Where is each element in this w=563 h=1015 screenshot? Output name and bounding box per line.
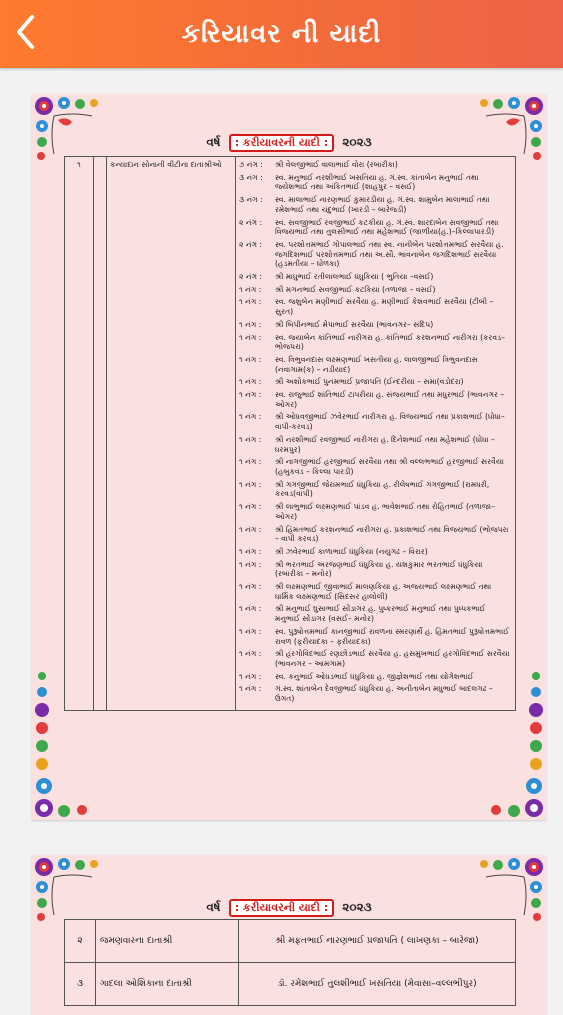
entry-count: ૧ નંગ : bbox=[239, 297, 262, 307]
entry-donor: સ્વ. રાજુભાઈ શાંતિભાઈ ટાપરીયા હ. સંજયભાઈ તથા મધુરભાઈ (ભાવનગર – ઓગર) bbox=[275, 390, 505, 409]
entry-count: ૧ નંગ : bbox=[239, 502, 262, 512]
entry-donor: સ્વ. પુરૂષોત્તમભાઈ કાનજીભાઈ રાવળના સ્મરણાર્થે હ. હિંમતભાઈ પુરૂષોત્તમભાઈ રાવળ (ફરીયાદકા – ફરીયાદકા) bbox=[275, 626, 510, 646]
list-item bbox=[239, 195, 512, 214]
entry-count: ૧ નંગ : bbox=[239, 649, 262, 659]
year-label: વર્ષ bbox=[206, 135, 221, 149]
entry-donor: સ્વ. જયાબેન કાંતિભાઈ નારીગરા હ. કાંતિભાઈ કરશનભાઈ નારીગરા (કરવડ–ભોજપરા) bbox=[275, 332, 506, 352]
list-item bbox=[239, 457, 512, 476]
list-item bbox=[239, 525, 512, 544]
entry-donor: શ્રી હિંમતભાઈ કરશનભાઈ નારીગરા હ. પ્રકાશભાઈ તથા વિજયભાઈ (ભોજપરા – વાપી કરવડ) bbox=[275, 524, 509, 544]
entry-count: ૧ નંગ : bbox=[239, 546, 262, 556]
app-header bbox=[0, 0, 563, 68]
list-item bbox=[239, 320, 512, 330]
entry-count: ૧ નંગ : bbox=[239, 412, 262, 422]
entry-donor: સ્વ. કનુભાઈ ઓધડભાઈ ધંધુકિયા હ. જીજ્ઞેશભાઈ તથા યોગેશભાઈ bbox=[275, 671, 474, 681]
row-number: ૩ bbox=[65, 963, 96, 1006]
entry-count: ૧ નંગ : bbox=[239, 332, 262, 342]
entry-donor: શ્રી ઓધવજીભાઈ ઝવેરભાઈ નારીગરા હ. વિજયભાઈ તથા પ્રકાશભાઈ (ધોધા– વાપી-કરવડ) bbox=[275, 412, 505, 432]
list-item bbox=[239, 333, 512, 352]
entry-count: ૧ નંગ : bbox=[239, 319, 262, 329]
list-title-tag: : કરીયાવરની યાદી : bbox=[229, 134, 334, 152]
list-item bbox=[239, 240, 512, 269]
donor-name: ડૉ. રમેશભાઈ તુલશીભાઈ ખસતિયા (મેવાસા–વલ્લભીપુર) bbox=[239, 963, 516, 1006]
chevron-left-icon bbox=[15, 14, 37, 50]
list-item bbox=[239, 173, 512, 192]
list-heading bbox=[32, 134, 546, 152]
list-item bbox=[239, 604, 512, 623]
entry-donor: સ્વ. જશુબેન મણીભાઈ સરવૈયા હ. મણીભાઈ કેશવભાઈ સરવૈયા (ટીંબી – સુરત) bbox=[275, 297, 494, 317]
entry-donor: શ્રી લાભુભાઈ લક્ષ્મણભાઈ પાંડવ હ. ભાવેશભાઈ તથા રોહિતભાઈ (તળાજા– ઓગર) bbox=[275, 502, 495, 521]
donor-name: શ્રી મફતભાઈ નારણભાઈ પ્રજાપતિ ( લાખણકા – બારેજા) bbox=[239, 920, 516, 963]
list-item bbox=[239, 627, 512, 646]
entry-count: ૧ નંગ : bbox=[239, 479, 262, 489]
entry-count: ૨ નંગ : bbox=[239, 272, 263, 282]
entry-donor: શ્રી વેલજીભાઈ વાલાભાઈ વોરા (રબારીકા) bbox=[275, 160, 398, 169]
donor-list-card bbox=[32, 94, 546, 820]
entry-count: ૧ નંગ : bbox=[239, 284, 262, 294]
entry-donor: સ્વ. માલાભાઈ નારણભાઈ કુમારડીયા હ. ગં.સ્વ. શામુબેન માલાભાઈ તથા રમેશભાઈ તથા ચંદુભાઈ (ખારડી – બારેજડી) bbox=[275, 195, 490, 214]
entry-count: ૧ નંગ : bbox=[239, 626, 262, 636]
list-item bbox=[239, 672, 512, 682]
entry-donor: શ્રી બિપીનભાઈ મેપાભાઈ સરવૈયા (ભાવનગર– સંદિપ) bbox=[275, 319, 434, 329]
donor-table bbox=[64, 156, 516, 711]
donor-entries bbox=[236, 157, 516, 711]
entry-count: ૧ નંગ : bbox=[239, 434, 262, 444]
year-value: ૨૦૨૩ bbox=[342, 900, 372, 914]
entry-donor: સ્વ. સવજીભાઈ રવજીભાઈ કટકીયા હ. ગં.સ્વ. શારદાબેન સવજીભાઈ તથા વિજયભાઈ તથા તુલસીભાઈ તથા મહેશભાઈ (જાળીયા(હ.)–કિલ્લાપારડી) bbox=[275, 217, 499, 237]
list-item bbox=[239, 547, 512, 557]
list-item bbox=[239, 272, 512, 282]
list-item bbox=[239, 355, 512, 374]
entry-donor: શ્રી નરશીભાઈ રવજીભાઈ નારીગરા હ. દિનેશભાઈ તથા મહેશભાઈ (ધોધા – ધરમપુર) bbox=[275, 434, 495, 454]
donation-category: કન્યાદાન સોનાની વીટીના દાતાશ્રીઓ bbox=[107, 157, 236, 711]
entry-count: ૧ નંગ : bbox=[239, 582, 262, 592]
back-button[interactable] bbox=[4, 10, 48, 54]
list-item bbox=[239, 412, 512, 431]
list-item bbox=[239, 297, 512, 316]
list-item bbox=[239, 502, 512, 521]
entry-count: ૧ નંગ : bbox=[239, 457, 262, 467]
entry-count: ૧ નંગ : bbox=[239, 377, 262, 387]
row-number: ૨ bbox=[65, 920, 96, 963]
year-value: ૨૦૨૩ bbox=[342, 135, 372, 149]
list-item bbox=[239, 285, 512, 295]
entry-donor: શ્રી ગગજીભાઈ જેરામભાઈ ધંધુકિયા હ. રીલેષભાઈ ગગજીભાઈ (રામધરી, કરવડ(વાપી) bbox=[275, 479, 490, 499]
entry-count: ૧ નંગ : bbox=[239, 604, 262, 614]
entry-donor: શ્રી ઝવેરભાઈ કાળાભાઈ ધંધુકિયા (નયુગઢ – વિરાર) bbox=[275, 546, 428, 556]
page-title: કરિયાવર ની યાદી bbox=[181, 18, 382, 49]
entry-donor: સ્વ. ત્રિભુવનદાસ લક્ષ્મણભાઈ ખસતીયા હ. લાલજીભાઈ ત્રિભુવનદાસ (નવાગામ(ક) – નડીયાદ) bbox=[275, 354, 478, 374]
list-item bbox=[239, 390, 512, 409]
list-item bbox=[239, 582, 512, 601]
list-item bbox=[239, 377, 512, 387]
list-item bbox=[239, 649, 512, 668]
list-item bbox=[239, 684, 512, 703]
entry-list bbox=[239, 160, 512, 704]
list-item bbox=[239, 160, 512, 170]
donation-category: જમણવારના દાતાશ્રી bbox=[96, 920, 239, 963]
list-item bbox=[239, 560, 512, 579]
list-item bbox=[239, 480, 512, 499]
entry-donor: શ્રી માધુભાઈ રતીલાલભાઈ ધંધુકિયા ( ભુતિયા –વસઈ) bbox=[275, 272, 434, 282]
entry-donor: સ્વ. મનુભાઈ નરશીભાઈ ખસતિયા હ. ગં.સ્વ. કાંતાબેન મનુભાઈ તથા જયેશભાઈ તથા અંકિતભાઈ (શાહપુર – વસઈ) bbox=[275, 172, 479, 192]
entry-count: ૧ નંગ : bbox=[239, 559, 262, 569]
entry-count: ૨ નંગ : bbox=[239, 217, 263, 227]
list-heading bbox=[32, 899, 546, 917]
entry-donor: શ્રી ભરતભાઈ અરજણભાઈ ધંધુકિયા હ. યશકુમાર ભરતભાઈ ધંધુકિયા (રબારીકા – મનોર) bbox=[275, 559, 483, 579]
donation-category: ગાદલા ઓશિકાના દાતાશ્રી bbox=[96, 963, 239, 1006]
list-item bbox=[239, 218, 512, 237]
entry-donor: શ્રી અશોકભાઈ પુનમભાઈ પ્રજાપતિ (ઈન્દરીયા – સમા(વડોદરા) bbox=[275, 377, 464, 387]
entry-count: ૨ નંગ : bbox=[239, 239, 263, 249]
entry-count: ૧ નંગ : bbox=[239, 524, 262, 534]
entry-count: ૩ નંગ : bbox=[239, 195, 263, 205]
entry-donor: શ્રી લક્ષ્મણભાઈ જીવાભાઈ માલણકિયા હ. અજયભાઈ લક્ષ્મણભાઈ તથા ધાર્મિક લક્ષ્મણભાઈ (સિદસર હાલોલી) bbox=[275, 582, 492, 601]
entry-count: ૧ નંગ : bbox=[239, 671, 262, 681]
list-title-tag: : કરીયાવરની યાદી : bbox=[229, 899, 334, 917]
list-item bbox=[239, 435, 512, 454]
table-row bbox=[65, 157, 516, 711]
entry-donor: શ્રી હરગોવિંદભાઈ રણછોડભાઈ સરવૈયા હ. હસમુખભાઈ હરગોવિંદભાઈ સરવૈયા (ભાવનગર – આમગામ) bbox=[275, 649, 510, 668]
table-row bbox=[65, 920, 516, 963]
entry-count: ૧ નંગ : bbox=[239, 390, 262, 400]
entry-donor: શ્રી મનુભાઈ ઘુસાભાઈ સોંડાગર હ. પુષ્કરભાઈ મનુભાઈ તથા પુષ્પકભાઈ મનુભાઈ સોંડાગર (વસઈ– મનોર) bbox=[275, 604, 486, 624]
donor-list-card-2 bbox=[32, 855, 546, 1015]
entry-donor: ગં.સ્વ. શાંતાબેન દેવજીભાઈ ધંધુકિયા હ. અનીતાબેન મધુભાઈ બાદલગઢ – ઉગત) bbox=[275, 684, 493, 704]
entry-count: ૧ નંગ : bbox=[239, 354, 262, 364]
entry-count: ૩ નંગ : bbox=[239, 172, 263, 182]
entry-donor: શ્રી મગનભાઈ સવજીભાઈ કટકિયા (તળાજા – વસઈ) bbox=[275, 284, 436, 294]
entry-donor: શ્રી નાગજીભાઈ હરજીભાઈ સરવૈયા તથા શ્રી વલ્લભભાઈ હરજીભાઈ સરવૈયા (હબુકવડ – કિલ્લા પારડી) bbox=[275, 457, 504, 476]
year-label: વર્ષ bbox=[206, 900, 221, 914]
entry-donor: સ્વ. પરશોત્તમભાઈ ગોપાલભાઈ તથા સ્વ. નાનીબેન પરશોત્તમભાઈ સરવૈયા હ. જગદિશભાઈ પરશોત્તમભાઈ તથા અ.સૌ. ભાવનાબેન જગદિશભાઈ સરવૈયા (હડમતીયા – ધોળકા) bbox=[275, 239, 504, 269]
entry-count: ૭ નંગ : bbox=[239, 160, 263, 169]
donor-table-2 bbox=[64, 919, 516, 1006]
entry-count: ૧ નંગ : bbox=[239, 684, 262, 694]
table-row bbox=[65, 963, 516, 1006]
row-number: ૧ bbox=[65, 157, 94, 711]
